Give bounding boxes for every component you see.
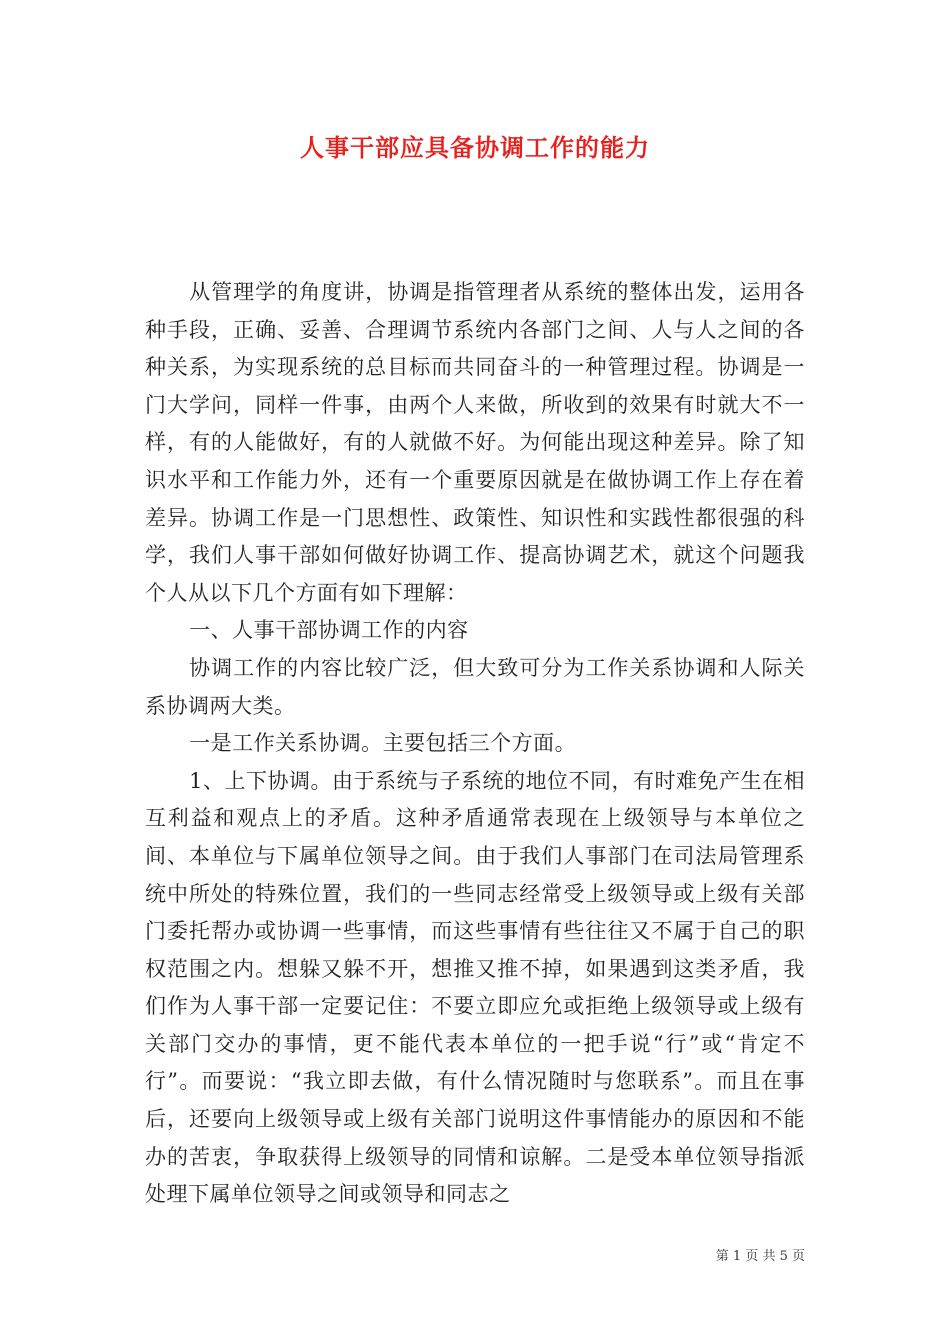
paragraph-work-relations: 一是工作关系协调。主要包括三个方面。	[189, 731, 577, 756]
paragraph-content-scope: 协调工作的内容比较广泛，但大致可分为工作关系协调和人际关系协调两大类。	[145, 655, 805, 718]
document-title: 人事干部应具备协调工作的能力	[300, 133, 650, 162]
section-heading: 一、人事干部协调工作的内容	[189, 618, 469, 643]
document-body	[145, 274, 805, 1214]
paragraph-intro: 从管理学的角度讲，协调是指管理者从系统的整体出发，运用各种手段，正确、妥善、合理调节系统内各部门之间、人与人之间的各种关系，为实现系统的总目标而共同奋斗的一种管理过程。协调是一门大学问，同样一件事，由两个人来做，所收到的效果有时就大不一样，有的人能做好，有的人就做不好。为何能出现这种差异。除了知识水平和工作能力外，还有一个重要原因就是在做协调工作上存在着差异。协调工作是一门思想性、政策性、知识性和实践性都很强的科学，我们人事干部如何做好协调工作、提高协调艺术，就这个问题我个人从以下几个方面有如下理解：	[145, 280, 805, 605]
paragraph-vertical-coordination: 1、上下协调。由于系统与子系统的地位不同，有时难免产生在相互利益和观点上的矛盾。这种矛盾通常表现在上级领导与本单位之间、本单位与下属单位领导之间。由于我们人事部门在司法局管理系统中所处的特殊位置，我们的一些同志经常受上级领导或上级有关部门委托帮办或协调一些事情，而这些事情有些往往又不属于自己的职权范围之内。想躲又躲不开，想推又推不掉，如果遇到这类矛盾，我们作为人事干部一定要记住：不要立即应允或拒绝上级领导或上级有关部门交办的事情，更不能代表本单位的一把手说“行”或“肯定不行”。而要说：“我立即去做，有什么情况随时与您联系”。而且在事后，还要向上级领导或上级有关部门说明这件事情能办的原因和不能办的苦衷，争取获得上级领导的同情和谅解。二是受本单位领导指派处理下属单位领导之间或领导和同志之	[145, 768, 805, 1207]
page-number-footer: 第 1 页 共 5 页	[715, 1249, 805, 1264]
